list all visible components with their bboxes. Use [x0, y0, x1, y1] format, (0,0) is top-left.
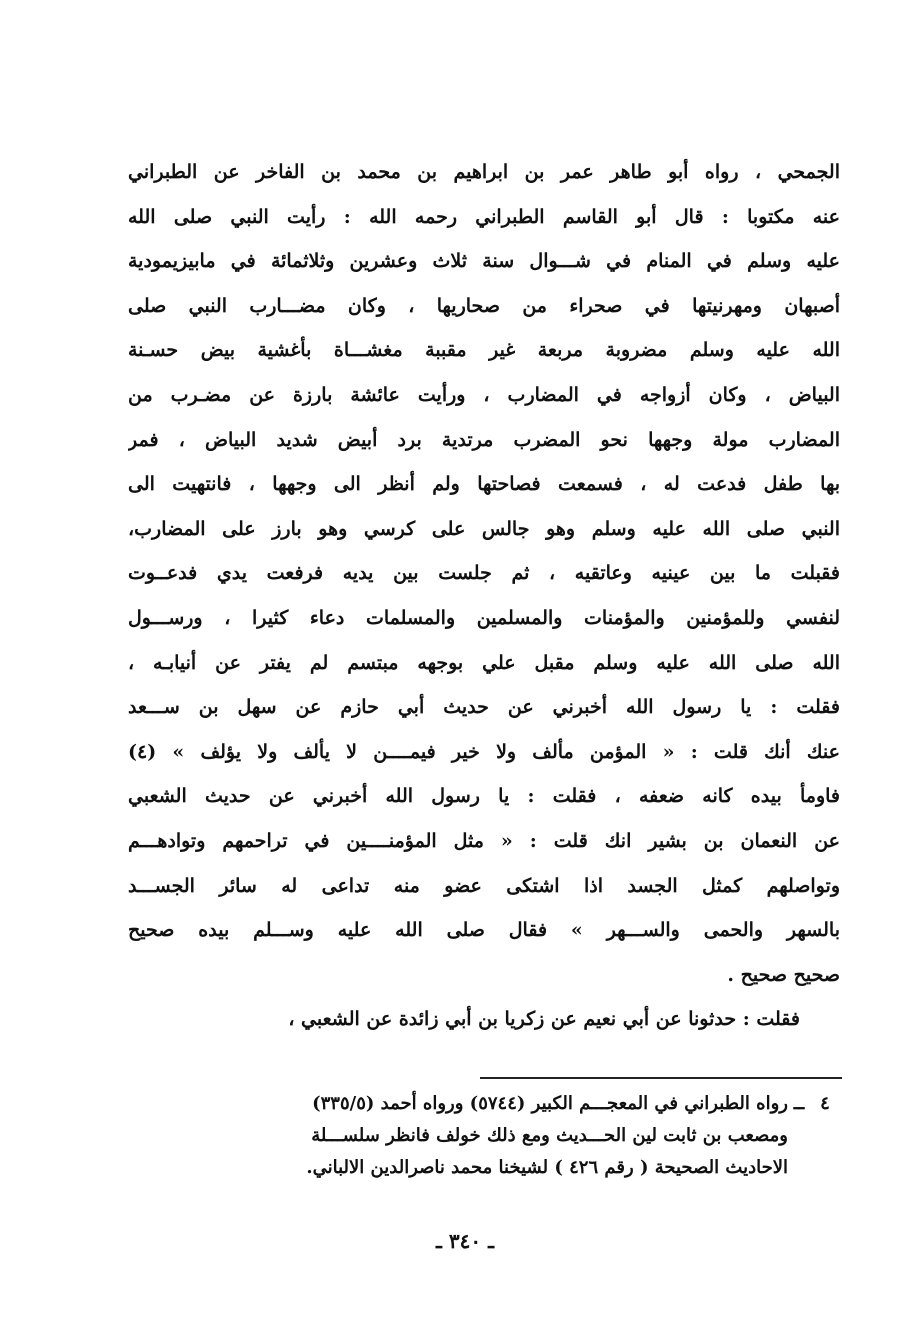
text-line: عليه وسلم في المنام في شـــوال سنة ثلاث وعشرين وثلاثمائة في مابيزيمودية	[128, 250, 840, 273]
main-text	[128, 150, 840, 1042]
last-paragraph: فقلت : حدثونا عن أبي نعيم عن زكريا بن أبي زائدة عن الشعبي ،	[288, 1008, 800, 1031]
text-line: عن النعمان بن بشير انك قلت : « مثل المؤمنــــين في تراحمهم وتوادهـــم	[128, 829, 840, 852]
text-line: بالسهر والحمى والســـهر » فقال صلى الله عليه وســـلم بيده صحيح	[128, 919, 840, 942]
text-line: الجمحي ، رواه أبو طاهر عمر بن ابراهيم بن محمد بن الفاخر عن الطبراني	[128, 161, 840, 183]
text-line: فقبلت ما بين عينيه وعاتقيه ، ثم جلست بين يديه فرفعت يدي فدعــوت	[128, 562, 840, 585]
text-line: الله عليه وسلم مضروبة مربعة غير مقببة مغشـــاة بأغشية بيض حسـنة	[128, 339, 840, 362]
footnote-divider	[480, 1077, 842, 1079]
footnote	[128, 1088, 840, 1184]
footnote-number: ٤	[820, 1093, 830, 1114]
text-line: النبي صلى الله عليه وسلم وهو جالس على كرسي وهو بارز على المضارب،	[128, 517, 840, 540]
text-line: المضارب مولة وجهها نحو المضرب مرتدية برد أبيض شديد البياض ، فمر	[128, 428, 840, 451]
footnote-line: الاحاديث الصحيحة ( رقم ٤٢٦ ) لشيخنا محمد ناصرالدين الالباني.	[306, 1157, 788, 1178]
text-line: فاومأ بيده كانه ضعفه ، فقلت : يا رسول الله أخبرني عن حديث الشعبي	[128, 785, 840, 808]
text-line: بها طفل فدعت له ، فسمعت فصاحتها ولم أنظر الى وجهها ، فانتهيت الى	[128, 473, 840, 496]
text-line: أصبهان ومهرنيتها في صحراء من صحاريها ، وكان مضـــارب النبي صلى	[128, 294, 840, 317]
text-line: صحيح صحيح .	[727, 963, 840, 986]
text-line: لنفسي وللمؤمنين والمؤمنات والمسلمين والمسلمات دعاء كثيرا ، ورســـول	[128, 606, 840, 629]
footnote-text: رواه الطبراني في المعجـــم الكبير (٥٧٤٤) ورواه أحمد (٣٣٥/٥)	[312, 1093, 788, 1114]
footnote-line: ومصعب بن ثابت لين الحـــديث ومع ذلك خولف فانظر سلســـلة	[311, 1125, 788, 1146]
footnote-line	[128, 1088, 840, 1120]
text-line: الله صلى الله عليه وسلم مقبل علي بوجهه مبتسم لم يفتر عن أنيابـه ،	[128, 651, 840, 674]
text-line: عنك أنك قلت : « المؤمن مألف ولا خير فيمــــن لا يألف ولا يؤلف » (٤)	[128, 740, 840, 763]
text-line: وتواصلهم كمثل الجسد اذا اشتكى عضو منه تداعى له سائر الجســـد	[128, 874, 840, 897]
text-line: فقلت : يا رسول الله أخبرني عن حديث أبي حازم عن سهل بن ســـعد	[128, 696, 840, 719]
footnote-dash: ــ	[793, 1093, 805, 1114]
text-line: عنه مكتوبا : قال أبو القاسم الطبراني رحمه الله : رأيت النبي صلى الله	[128, 205, 840, 228]
page-number: ـ ٣٤٠ ـ	[436, 1229, 494, 1253]
text-line: البياض ، وكان أزواجه في المضارب ، ورأيت عائشة بارزة عن مضـرب من	[128, 383, 840, 406]
